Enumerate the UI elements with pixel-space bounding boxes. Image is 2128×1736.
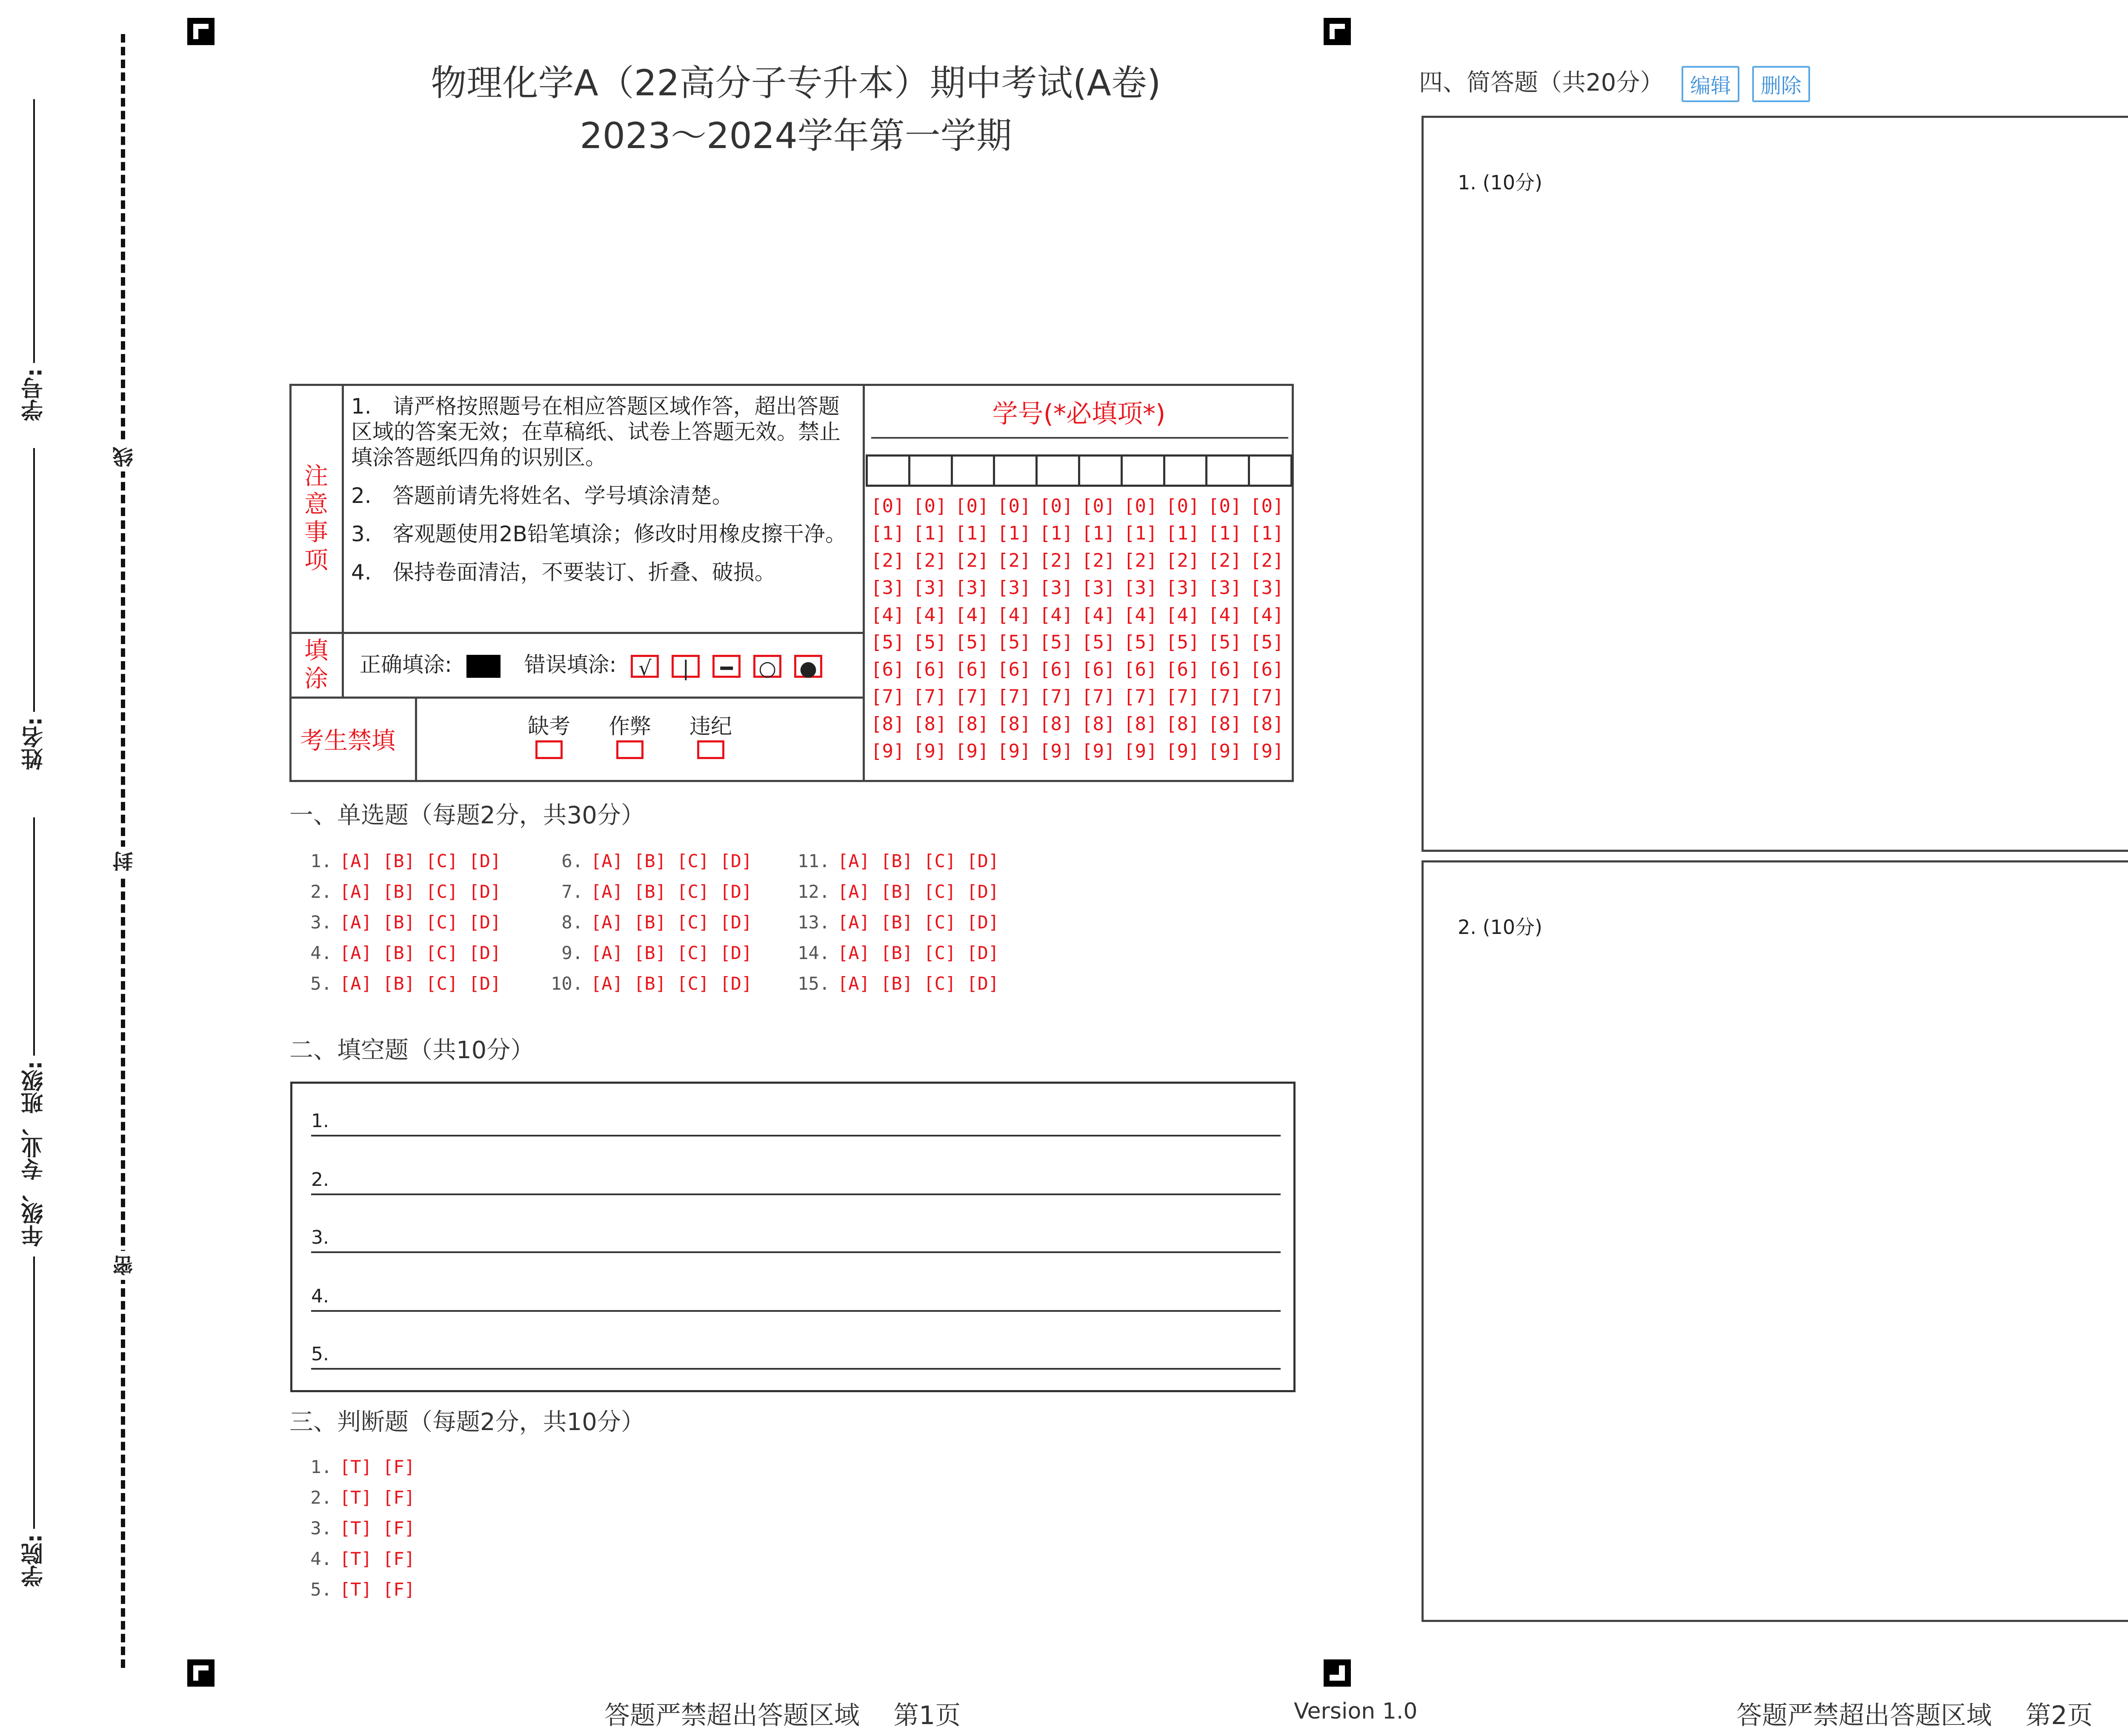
choice-options[interactable]: [A] [B] [C] [D] — [838, 973, 999, 994]
blank-line-1[interactable]: 1. — [311, 1109, 1281, 1136]
student-id-bubble[interactable]: [8] — [997, 713, 1031, 735]
wrong-mark-dot: ● — [794, 655, 822, 678]
footer-page-2: 答题严禁超出答题区域 第2页 — [1736, 1701, 2093, 1730]
question-number: 5. — [310, 973, 332, 994]
student-id-box[interactable] — [1035, 454, 1080, 487]
question-number: 4. — [310, 942, 332, 963]
choice-options[interactable]: [A] [B] [C] [D] — [340, 912, 501, 933]
student-id-bubble[interactable]: [7] — [997, 686, 1031, 708]
single-choice-question[interactable] — [796, 846, 999, 877]
delete-button[interactable]: 删除 — [1752, 66, 1810, 102]
student-id-bubble[interactable]: [7] — [1081, 686, 1115, 708]
student-id-bubble[interactable]: [4] — [1166, 604, 1200, 626]
notice-item: 4. 保持卷面清洁，不要装订、折叠、破损。 — [351, 560, 776, 585]
wrong-mark-bar: | — [672, 655, 700, 678]
section3-title: 三、判断题（每题2分，共10分） — [289, 1408, 645, 1436]
student-id-bubble[interactable]: [2] — [997, 550, 1031, 571]
question-number: 5. — [310, 1579, 332, 1600]
student-id-bubble[interactable]: [4] — [1124, 604, 1158, 626]
student-id-bubble-column[interactable] — [871, 493, 904, 765]
student-id-bubble[interactable]: [9] — [871, 740, 905, 762]
student-id-bubble-column[interactable] — [1081, 493, 1115, 765]
student-id-bubble[interactable]: [8] — [913, 713, 947, 735]
student-id-bubble[interactable]: [3] — [913, 577, 947, 599]
single-choice-question[interactable] — [549, 968, 752, 999]
student-id-box[interactable] — [1205, 454, 1250, 487]
student-id-bubble[interactable]: [8] — [1081, 713, 1115, 735]
question-number: 11. — [798, 851, 830, 871]
fill-blank-area[interactable] — [290, 1082, 1296, 1392]
blank-line-3[interactable]: 3. — [311, 1226, 1281, 1253]
section1-title: 一、单选题（每题2分，共30分） — [289, 802, 645, 829]
notice-label: 注意事项 — [304, 463, 328, 574]
correct-fill-sample — [466, 655, 501, 678]
question-number: 12. — [798, 881, 830, 902]
student-id-bubble[interactable]: [4] — [871, 604, 905, 626]
question-number: 13. — [798, 912, 830, 933]
student-id-bubble[interactable]: [8] — [1039, 713, 1073, 735]
single-choice-question[interactable] — [298, 938, 501, 968]
student-id-bubble[interactable]: [5] — [1081, 631, 1115, 653]
notice-list — [351, 394, 853, 585]
forbid-violation — [679, 714, 743, 765]
corner-marker-top-left — [187, 18, 215, 45]
question-number: 10. — [551, 973, 583, 994]
student-id-bubble[interactable]: [0] — [1166, 495, 1200, 517]
blank-line-5[interactable]: 5. — [311, 1342, 1281, 1370]
binding-word-seal: 封 — [110, 847, 135, 876]
student-id-bubble[interactable]: [0] — [871, 495, 905, 517]
question-number: 6. — [561, 851, 583, 871]
footer-page-1: 答题严禁超出答题区域 第1页 — [604, 1701, 961, 1730]
choice-options[interactable]: [A] [B] [C] [D] — [838, 851, 999, 871]
true-false-question[interactable] — [298, 1544, 415, 1574]
blank-line-2[interactable]: 2. — [311, 1168, 1281, 1195]
single-choice-question[interactable] — [298, 907, 501, 938]
student-id-bubble[interactable]: [2] — [1124, 550, 1158, 571]
student-id-bubble[interactable]: [3] — [997, 577, 1031, 599]
student-id-bubble[interactable]: [6] — [913, 659, 947, 680]
forbid-absent-label: 缺考 — [528, 714, 570, 739]
forbid-violation-checkbox[interactable] — [697, 740, 724, 759]
student-id-box[interactable] — [1121, 454, 1165, 487]
student-id-bubble[interactable]: [0] — [1039, 495, 1073, 517]
corner-marker-bottom-middle — [1324, 1659, 1351, 1687]
student-id-bubble[interactable]: [6] — [1208, 659, 1242, 680]
forbid-label: 考生禁填 — [300, 727, 395, 755]
student-id-bubble[interactable]: [4] — [1250, 604, 1284, 626]
student-id-bubble[interactable]: [7] — [1208, 686, 1242, 708]
question-number: 4. — [310, 1548, 332, 1569]
choice-options[interactable]: [A] [B] [C] [D] — [591, 942, 752, 963]
student-id-bubble[interactable]: [5] — [1250, 631, 1284, 653]
student-id-bubble[interactable]: [1] — [1208, 523, 1242, 544]
student-id-bubble[interactable]: [1] — [997, 523, 1031, 544]
student-id-bubble[interactable]: [8] — [1124, 713, 1158, 735]
student-id-bubble[interactable]: [7] — [1124, 686, 1158, 708]
choice-options[interactable]: [A] [B] [C] [D] — [591, 881, 752, 902]
blank-line-4[interactable]: 4. — [311, 1285, 1281, 1312]
student-id-bubble[interactable]: [3] — [1124, 577, 1158, 599]
question-number: 3. — [310, 1518, 332, 1539]
student-id-field-line[interactable] — [33, 99, 35, 363]
student-id-bubble[interactable]: [4] — [955, 604, 989, 626]
student-id-bubble[interactable]: [3] — [1081, 577, 1115, 599]
notice-item: 1. 请严格按照题号在相应答题区域作答，超出答题区域的答案无效；在草稿纸、试卷上答题无效。禁止填涂答题纸四角的识别区。 — [351, 394, 841, 470]
student-id-bubble[interactable]: [7] — [1250, 686, 1284, 708]
single-choice-question[interactable] — [298, 877, 501, 907]
student-id-bubble[interactable]: [2] — [1039, 550, 1073, 571]
answer-box-2-label: 2. (10分) — [1458, 916, 1542, 939]
student-id-bubble[interactable]: [9] — [1081, 740, 1115, 762]
student-id-bubble[interactable]: [2] — [1166, 550, 1200, 571]
choice-options[interactable]: [A] [B] [C] [D] — [591, 973, 752, 994]
question-number: 1. — [310, 1456, 332, 1477]
student-id-bubble[interactable]: [0] — [1250, 495, 1284, 517]
question-number: 1. — [310, 851, 332, 871]
student-id-bubble[interactable]: [4] — [1081, 604, 1115, 626]
wrong-mark-circle: ○ — [753, 655, 781, 678]
question-number: 9. — [561, 942, 583, 963]
student-id-box[interactable] — [866, 454, 910, 487]
student-id-bubble[interactable]: [6] — [1250, 659, 1284, 680]
student-id-bubble[interactable]: [5] — [955, 631, 989, 653]
student-id-bubble[interactable]: [1] — [1081, 523, 1115, 544]
name-field[interactable] — [21, 430, 47, 770]
forbid-violation-label: 违纪 — [689, 714, 732, 739]
student-id-bubble[interactable]: [7] — [871, 686, 905, 708]
name-field-label: 姓名: — [21, 717, 47, 770]
forbid-cheat-checkbox[interactable] — [616, 740, 644, 759]
student-id-bubble[interactable]: [6] — [955, 659, 989, 680]
true-false-options[interactable]: [T] [F] — [340, 1487, 415, 1508]
student-id-field[interactable] — [21, 81, 47, 421]
section2-title: 二、填空题（共10分） — [289, 1036, 535, 1064]
student-id-bubble[interactable]: [3] — [1166, 577, 1200, 599]
student-id-bubble[interactable]: [2] — [1208, 550, 1242, 571]
name-field-line[interactable] — [33, 448, 35, 712]
student-id-bubble[interactable]: [2] — [1081, 550, 1115, 571]
question-number: 3. — [310, 912, 332, 933]
student-id-bubble[interactable]: [8] — [1250, 713, 1284, 735]
version-label: Version 1.0 — [1294, 1699, 1418, 1724]
answer-box-2[interactable] — [1422, 860, 2128, 1622]
student-id-bubble[interactable]: [0] — [913, 495, 947, 517]
student-id-bubble-column[interactable] — [1166, 493, 1199, 765]
student-id-bubble[interactable]: [5] — [913, 631, 947, 653]
fill-examples — [360, 652, 862, 678]
student-id-bubble[interactable]: [8] — [955, 713, 989, 735]
student-id-bubble[interactable]: [8] — [1208, 713, 1242, 735]
choice-options[interactable]: [A] [B] [C] [D] — [838, 881, 999, 902]
edit-button[interactable]: 编辑 — [1682, 66, 1739, 102]
wrong-mark-check: √ — [631, 655, 659, 678]
forbid-cheat — [598, 714, 662, 765]
student-id-write-boxes[interactable] — [866, 454, 1290, 487]
question-number: 15. — [798, 973, 830, 994]
student-id-bubble[interactable]: [2] — [955, 550, 989, 571]
student-id-bubble[interactable]: [3] — [1208, 577, 1242, 599]
student-id-label: 学号(*必填项*) — [992, 399, 1166, 429]
student-id-bubble[interactable]: [4] — [1208, 604, 1242, 626]
student-id-bubble[interactable]: [0] — [997, 495, 1031, 517]
student-id-bubble-column[interactable] — [1124, 493, 1157, 765]
student-id-bubble[interactable]: [9] — [955, 740, 989, 762]
choice-options[interactable]: [A] [B] [C] [D] — [340, 851, 501, 871]
student-id-bubble[interactable]: [1] — [1124, 523, 1158, 544]
class-field-line[interactable] — [33, 817, 35, 1056]
student-id-box[interactable] — [993, 454, 1038, 487]
student-id-bubble[interactable]: [5] — [1124, 631, 1158, 653]
corner-marker-bottom-left — [187, 1659, 215, 1687]
student-id-bubble[interactable]: [0] — [1124, 495, 1158, 517]
student-id-bubble[interactable]: [5] — [871, 631, 905, 653]
choice-options[interactable]: [A] [B] [C] [D] — [838, 912, 999, 933]
student-id-bubble[interactable]: [2] — [913, 550, 947, 571]
student-id-bubble[interactable]: [5] — [997, 631, 1031, 653]
student-id-bubble[interactable]: [8] — [871, 713, 905, 735]
section4-header — [1419, 64, 1810, 102]
student-id-bubble[interactable]: [6] — [1081, 659, 1115, 680]
student-id-bubble[interactable]: [4] — [1039, 604, 1073, 626]
student-id-bubble[interactable]: [9] — [1039, 740, 1073, 762]
student-id-bubble[interactable]: [3] — [1039, 577, 1073, 599]
student-id-bubble[interactable]: [9] — [997, 740, 1031, 762]
single-choice-question[interactable] — [549, 907, 752, 938]
student-id-bubble[interactable]: [7] — [913, 686, 947, 708]
choice-options[interactable]: [A] [B] [C] [D] — [591, 912, 752, 933]
answer-box-1[interactable] — [1422, 116, 2128, 852]
student-id-bubble[interactable]: [1] — [871, 523, 905, 544]
student-id-bubble[interactable]: [3] — [955, 577, 989, 599]
student-id-bubble[interactable]: [9] — [1166, 740, 1200, 762]
true-false-question[interactable] — [298, 1452, 415, 1482]
choice-options[interactable]: [A] [B] [C] [D] — [340, 973, 501, 994]
section4-title: 四、简答题（共20分） — [1419, 69, 1664, 97]
question-number: 2. — [310, 1487, 332, 1508]
true-false-question[interactable] — [298, 1482, 415, 1513]
student-id-bubble[interactable]: [7] — [1166, 686, 1200, 708]
student-id-bubble-column[interactable] — [955, 493, 989, 765]
binding-word-secret: 密 — [110, 1251, 135, 1280]
wrong-mark-dash: ━ — [712, 655, 741, 678]
student-id-bubble[interactable]: [1] — [1250, 523, 1284, 544]
college-field-line[interactable] — [33, 1256, 35, 1529]
single-choice-question[interactable] — [796, 907, 999, 938]
single-choice-question[interactable] — [796, 938, 999, 968]
student-id-bubble[interactable]: [7] — [1039, 686, 1073, 708]
student-id-box[interactable] — [1078, 454, 1123, 487]
student-id-bubble[interactable]: [7] — [955, 686, 989, 708]
true-false-question[interactable] — [298, 1574, 415, 1605]
question-number: 8. — [561, 912, 583, 933]
student-id-bubble[interactable]: [2] — [1250, 550, 1284, 571]
wrong-fill-label: 错误填涂: — [524, 652, 617, 677]
forbid-cheat-label: 作弊 — [609, 714, 651, 739]
student-id-bubble-column[interactable] — [1250, 493, 1284, 765]
binding-word-line: 线 — [110, 443, 135, 471]
true-false-options[interactable]: [T] [F] — [340, 1518, 415, 1539]
true-false-options[interactable]: [T] [F] — [340, 1548, 415, 1569]
single-choice-question[interactable] — [549, 846, 752, 877]
single-choice-question[interactable] — [549, 938, 752, 968]
student-id-bubble[interactable]: [6] — [1166, 659, 1200, 680]
question-number: 2. — [310, 881, 332, 902]
question-number: 7. — [561, 881, 583, 902]
notice-item: 3. 客观题使用2B铅笔填涂；修改时用橡皮擦干净。 — [351, 522, 847, 546]
choice-options[interactable]: [A] [B] [C] [D] — [591, 851, 752, 871]
class-field-label: 年级、专业、班级: — [21, 1061, 47, 1247]
single-choice-question[interactable] — [549, 877, 752, 907]
student-id-bubble[interactable]: [3] — [871, 577, 905, 599]
exam-subtitle: 2023～2024学年第一学期 — [580, 115, 1012, 157]
student-id-bubble[interactable]: [5] — [1039, 631, 1073, 653]
choice-options[interactable]: [A] [B] [C] [D] — [340, 942, 501, 963]
notice-item: 2. 答题前请先将姓名、学号填涂清楚。 — [351, 483, 733, 508]
correct-fill-label: 正确填涂: — [360, 652, 452, 677]
student-id-bubble[interactable]: [6] — [997, 659, 1031, 680]
student-id-bubble[interactable]: [9] — [1208, 740, 1242, 762]
student-id-box[interactable] — [951, 454, 995, 487]
true-false-options[interactable]: [T] [F] — [340, 1579, 415, 1600]
student-id-field-label: 学号: — [21, 368, 47, 421]
student-id-bubble[interactable]: [5] — [1208, 631, 1242, 653]
student-id-bubble[interactable]: [9] — [1250, 740, 1284, 762]
college-field-label: 学院: — [21, 1534, 47, 1587]
college-field[interactable] — [21, 1255, 47, 1587]
student-id-bubble[interactable]: [3] — [1250, 577, 1284, 599]
single-choice-question[interactable] — [796, 968, 999, 999]
student-id-bubble-column[interactable] — [1039, 493, 1073, 765]
single-choice-question[interactable] — [298, 846, 501, 877]
class-field[interactable] — [21, 779, 47, 1247]
student-id-bubble[interactable]: [1] — [955, 523, 989, 544]
fill-label: 填涂 — [304, 637, 328, 693]
student-id-box[interactable] — [908, 454, 953, 487]
student-id-bubble[interactable]: [9] — [913, 740, 947, 762]
choice-options[interactable]: [A] [B] [C] [D] — [838, 942, 999, 963]
student-id-bubble[interactable]: [5] — [1166, 631, 1200, 653]
choice-options[interactable]: [A] [B] [C] [D] — [340, 881, 501, 902]
student-id-box[interactable] — [1248, 454, 1293, 487]
student-id-bubble[interactable]: [0] — [1081, 495, 1115, 517]
student-id-bubble[interactable]: [6] — [871, 659, 905, 680]
student-id-bubble-column[interactable] — [1208, 493, 1241, 765]
student-id-bubble[interactable]: [6] — [1124, 659, 1158, 680]
student-id-box[interactable] — [1163, 454, 1208, 487]
student-id-bubble[interactable]: [1] — [1039, 523, 1073, 544]
student-id-bubble[interactable]: [9] — [1124, 740, 1158, 762]
question-number: 14. — [798, 942, 830, 963]
true-false-options[interactable]: [T] [F] — [340, 1456, 415, 1477]
true-false-question[interactable] — [298, 1513, 415, 1544]
student-id-bubble[interactable]: [4] — [997, 604, 1031, 626]
student-id-bubble[interactable]: [8] — [1166, 713, 1200, 735]
answer-box-1-label: 1. (10分) — [1458, 171, 1542, 194]
single-choice-question[interactable] — [298, 968, 501, 999]
student-id-bubble[interactable]: [0] — [1208, 495, 1242, 517]
exam-title: 物理化学A（22高分子专升本）期中考试(A卷) — [431, 62, 1161, 104]
student-id-bubble[interactable]: [1] — [1166, 523, 1200, 544]
student-id-bubble[interactable]: [6] — [1039, 659, 1073, 680]
forbid-absent — [517, 714, 581, 765]
student-id-bubble[interactable]: [0] — [955, 495, 989, 517]
student-id-bubble-column[interactable] — [913, 493, 947, 765]
single-choice-question[interactable] — [796, 877, 999, 907]
student-id-bubble-column[interactable] — [997, 493, 1031, 765]
corner-marker-top-middle — [1324, 18, 1351, 45]
forbid-absent-checkbox[interactable] — [535, 740, 563, 759]
student-id-bubble[interactable]: [2] — [871, 550, 905, 571]
student-id-bubble[interactable]: [4] — [913, 604, 947, 626]
student-id-bubble[interactable]: [1] — [913, 523, 947, 544]
